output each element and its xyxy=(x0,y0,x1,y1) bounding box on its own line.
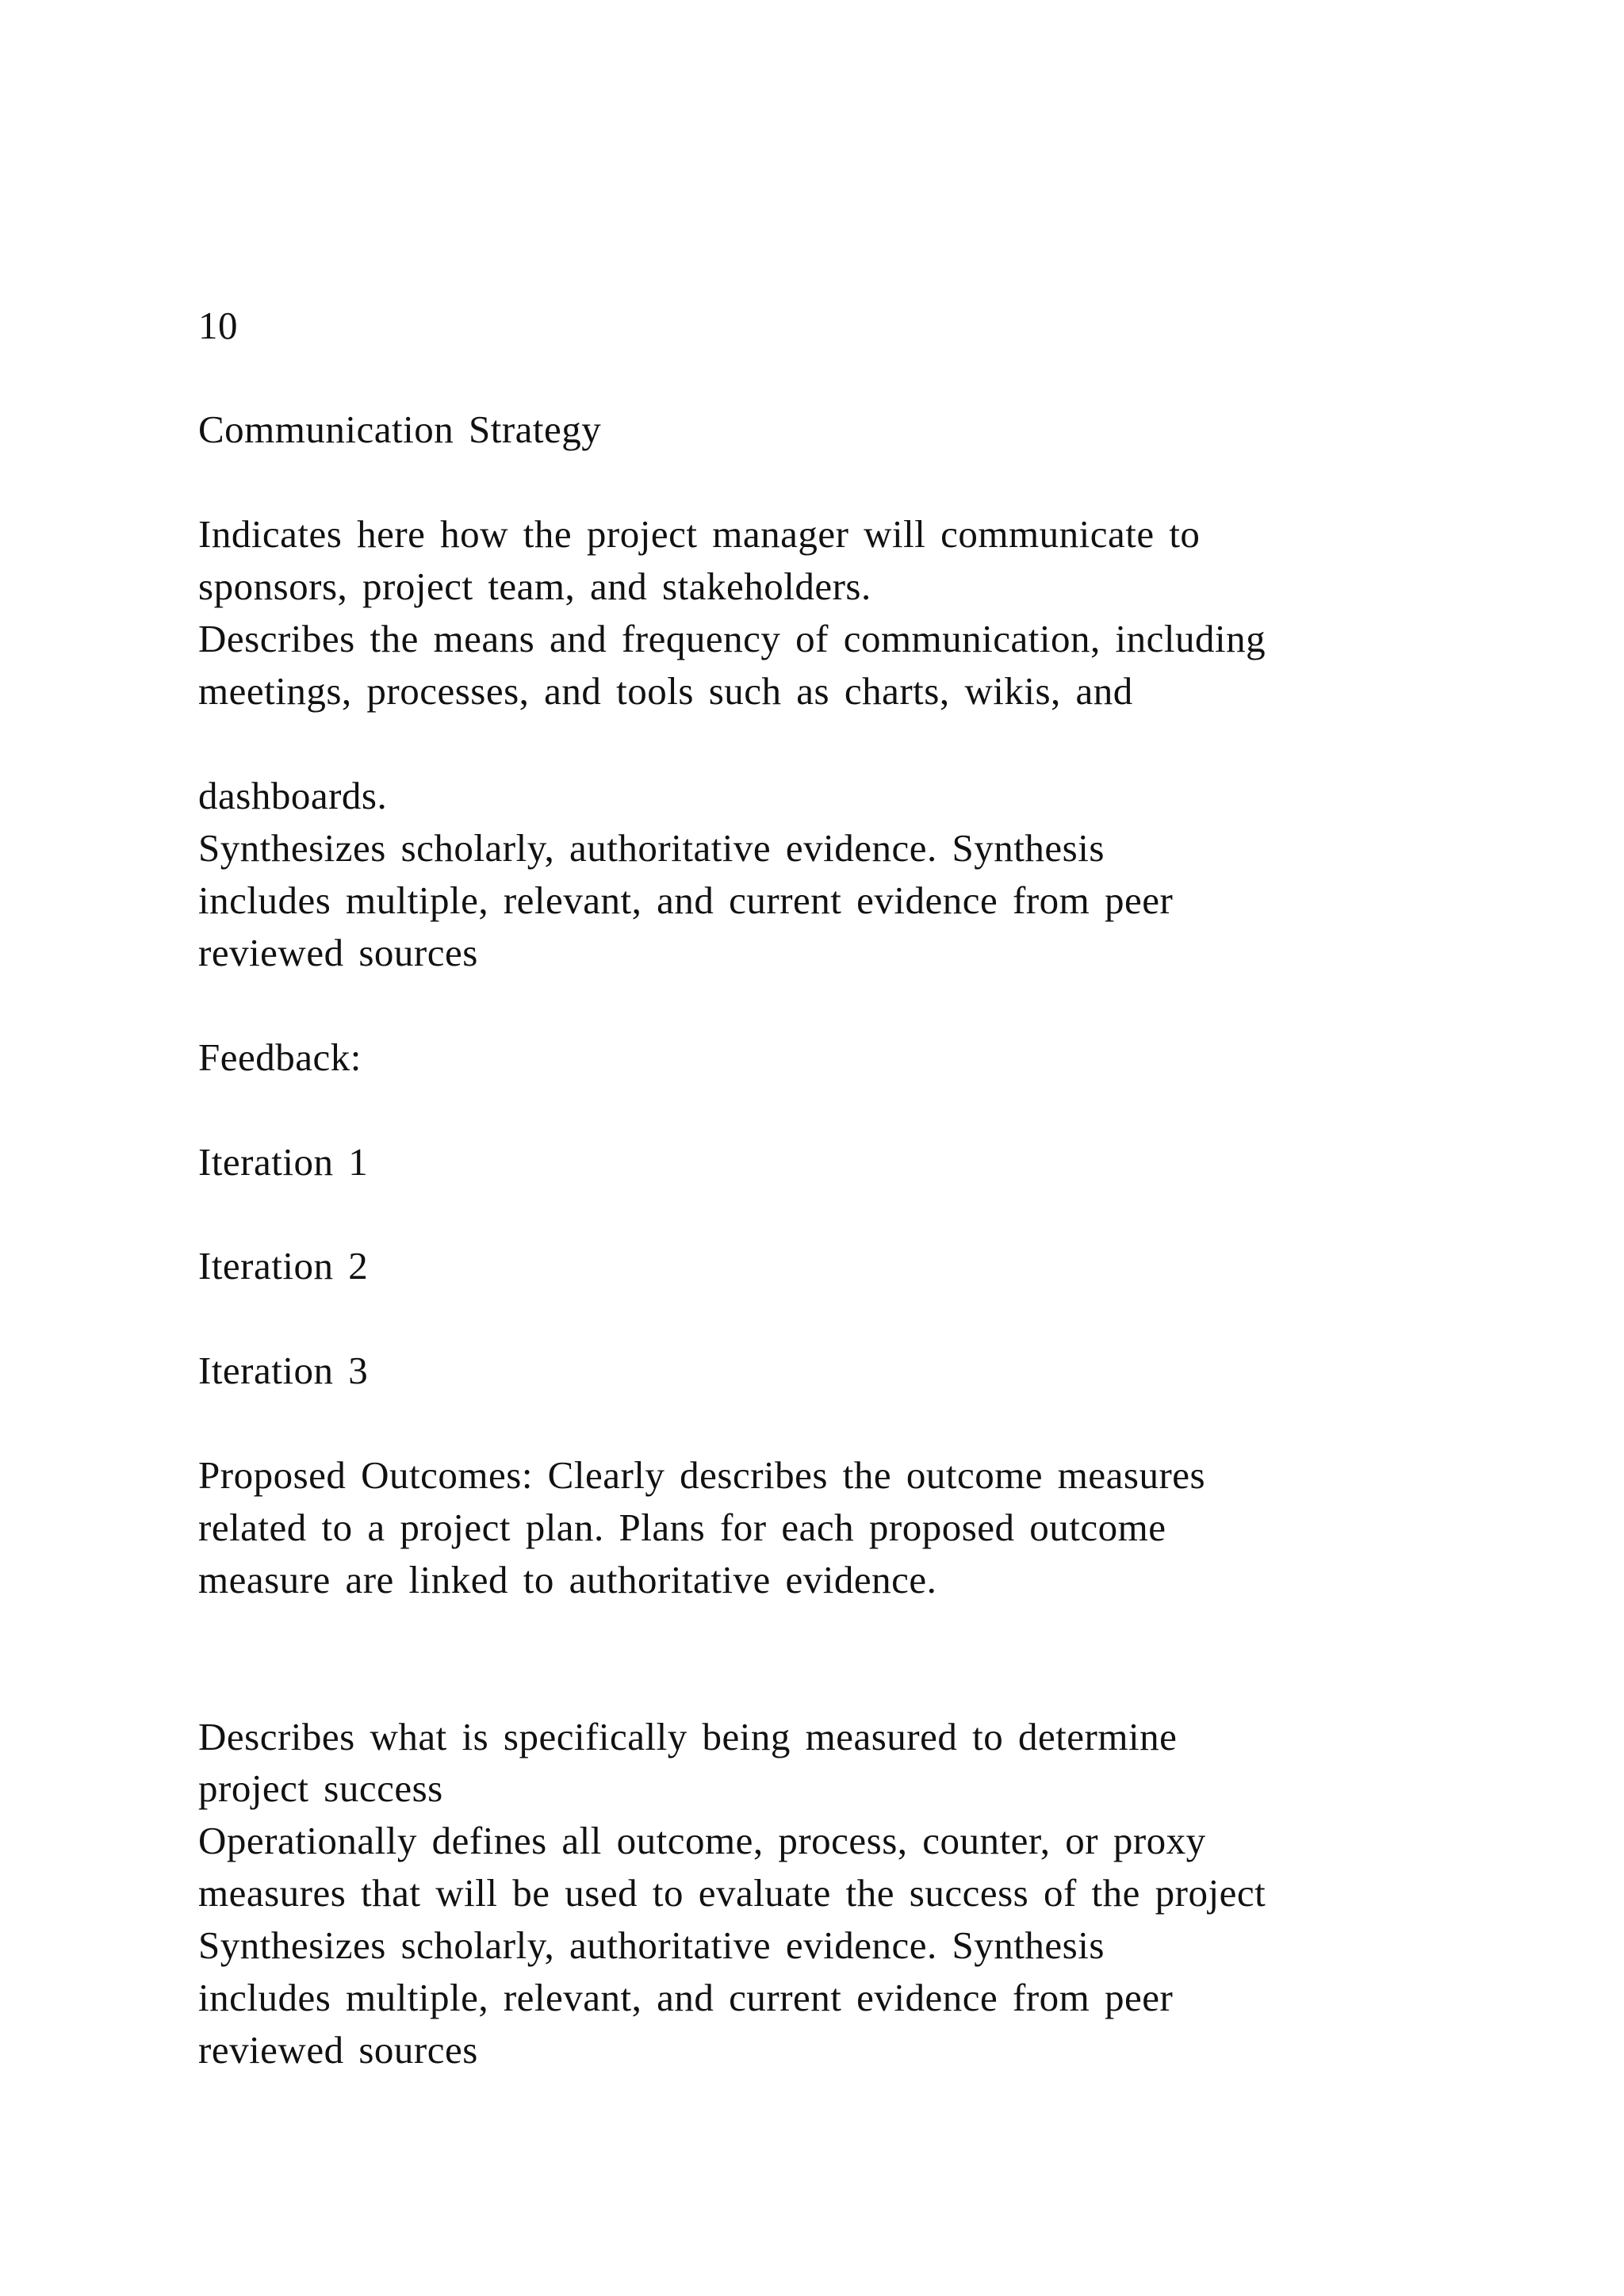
body-line: Describes the means and frequency of communication, including xyxy=(198,617,1266,660)
iteration-item: Iteration 1 xyxy=(198,1140,369,1184)
body-line: includes multiple, relevant, and current evidence from peer xyxy=(198,1976,1174,2019)
iteration-item: Iteration 2 xyxy=(198,1244,369,1288)
page-number: 10 xyxy=(198,304,238,347)
body-line: dashboards. xyxy=(198,774,388,817)
body-line: measure are linked to authoritative evidence. xyxy=(198,1558,937,1601)
body-line: Operationally defines all outcome, process, counter, or proxy xyxy=(198,1819,1206,1862)
body-line: Indicates here how the project manager will communicate to xyxy=(198,512,1201,556)
body-line: Synthesizes scholarly, authoritative evidence. Synthesis xyxy=(198,826,1105,870)
body-line: meetings, processes, and tools such as charts, wikis, and xyxy=(198,669,1133,713)
body-line: project success xyxy=(198,1766,443,1810)
body-line: sponsors, project team, and stakeholders. xyxy=(198,564,871,608)
section-heading: Communication Strategy xyxy=(198,408,602,451)
body-line: measures that will be used to evaluate the success of the project xyxy=(198,1871,1266,1915)
body-line: reviewed sources xyxy=(198,931,478,974)
feedback-label: Feedback: xyxy=(198,1035,362,1079)
body-line: reviewed sources xyxy=(198,2028,478,2072)
body-line: includes multiple, relevant, and current evidence from peer xyxy=(198,878,1174,922)
body-line: Proposed Outcomes: Clearly describes the outcome measures xyxy=(198,1453,1206,1497)
body-line: Describes what is specifically being measured to determine xyxy=(198,1715,1178,1758)
body-line: Synthesizes scholarly, authoritative evidence. Synthesis xyxy=(198,1923,1105,1967)
iteration-item: Iteration 3 xyxy=(198,1349,369,1392)
body-line: related to a project plan. Plans for each proposed outcome xyxy=(198,1506,1166,1549)
